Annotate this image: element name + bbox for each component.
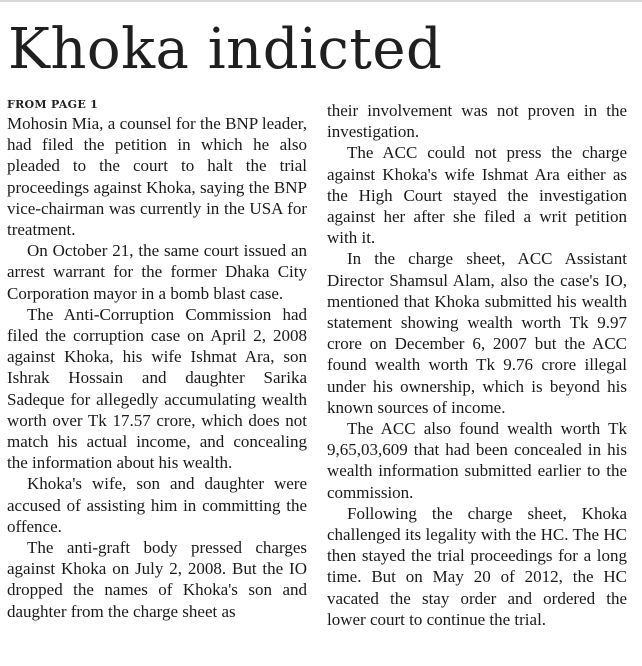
top-rule <box>0 0 642 2</box>
paragraph: Khoka's wife, son and daughter were accused of assisting him in committing the offence. <box>7 474 307 536</box>
paragraph: their involvement was not proven in the investigation. <box>327 101 627 142</box>
kicker: FROM PAGE 1 <box>7 98 99 111</box>
paragraph: In the charge sheet, ACC Assistant Director Shamsul Alam, also the case's IO, mentioned that Khoka submitted his wealth statement showing wealth worth Tk 9.97 crore on December 6, 2007 but the ACC found wealth worth Tk 9.76 crore illegal under his ownership, which is beyond his known sources of income. <box>327 249 627 417</box>
paragraph: The anti-graft body pressed charges against Khoka on July 2, 2008. But the IO dropped the names of Khoka's son and daughter from the charge sheet as <box>7 538 307 621</box>
paragraph: The ACC also found wealth worth Tk 9,65,03,609 that had been concealed in his wealth information submitted earlier to the commission. <box>327 419 627 502</box>
paragraph: The ACC could not press the charge against Khoka's wife Ishmat Ara either as the High Court stayed the investigation against her after she filed a writ petition with it. <box>327 143 627 248</box>
paragraph: Following the charge sheet, Khoka challenged its legality with the HC. The HC then stayed the trial proceedings for a long time. But on May 20 of 2012, the HC vacated the stay order and ordered the lower court to continue the trial. <box>327 503 627 629</box>
paragraph: On October 21, the same court issued an arrest warrant for the former Dhaka City Corporation mayor in a bomb blast case. <box>7 241 307 303</box>
paragraph: The Anti-Corruption Commission had filed the corruption case on April 2, 2008 against Khoka, his wife Ishmat Ara, son Ishrak Hossain and daughter Sarika Sadeque for allegedly accumulating wealth worth over Tk 17.57 crore, which does not match his actual income, and concealing the information about his wealth. <box>7 304 307 473</box>
headline: Khoka indicted <box>8 17 443 82</box>
paragraph: Mohosin Mia, a counsel for the BNP leader, had filed the petition in which he also pleaded to the court to halt the trial proceedings against Khoka, saying the BNP vice-chairman was currently in the USA for treatment. <box>7 114 307 240</box>
article-column-right <box>327 100 627 630</box>
article-column-left <box>7 96 307 622</box>
